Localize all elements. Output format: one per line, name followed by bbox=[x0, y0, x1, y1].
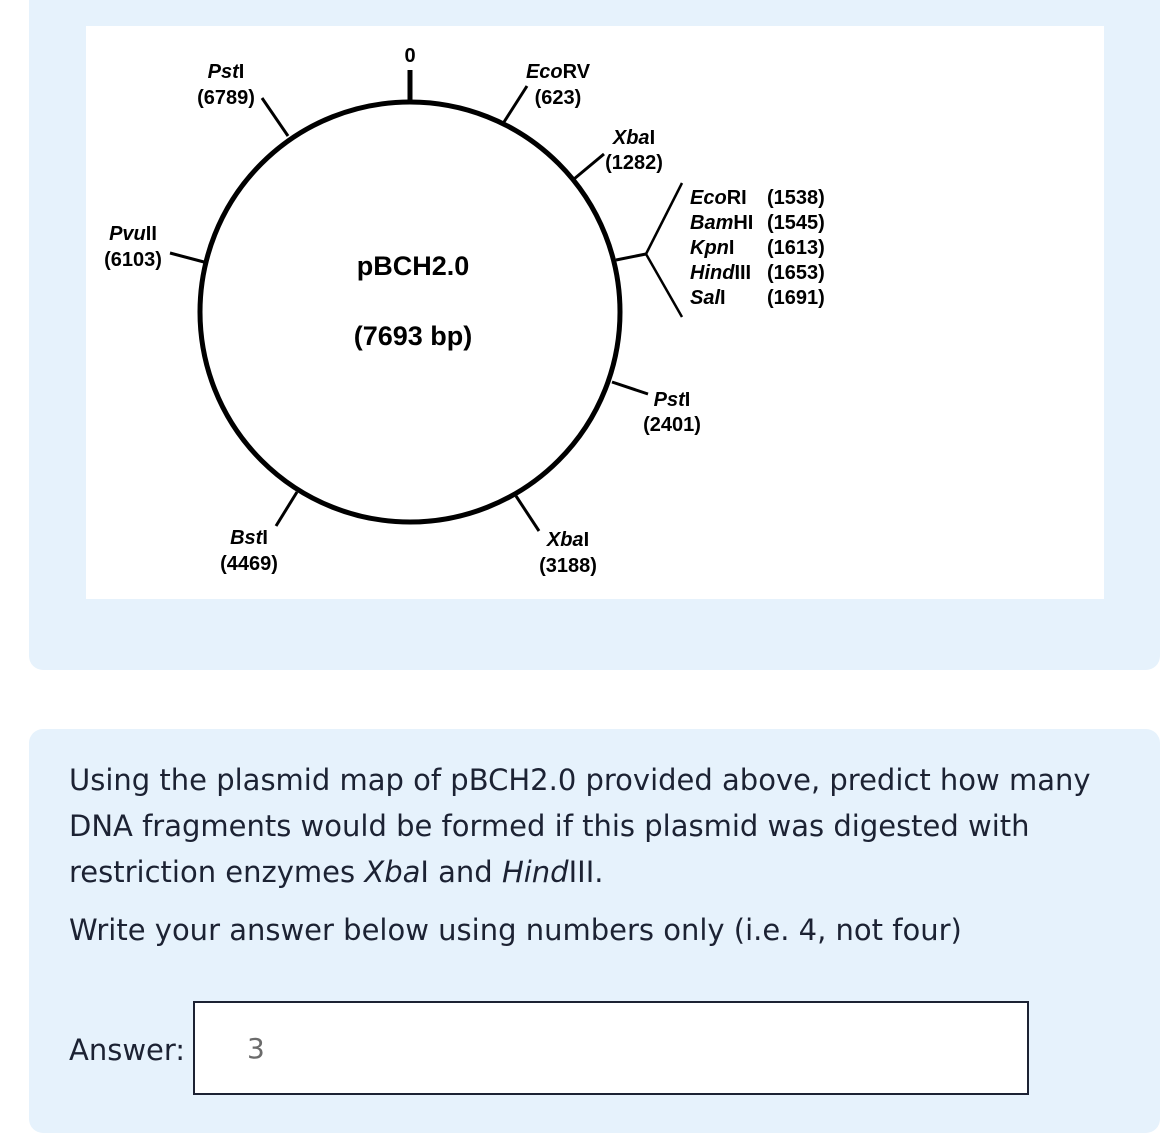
question-text-and: and bbox=[428, 855, 502, 889]
site-position-6103: (6103) bbox=[104, 249, 162, 271]
mcs-position-1538: (1538) bbox=[767, 187, 825, 209]
site-label-pvuii: PvuII bbox=[109, 223, 157, 245]
mcs-label-hindiii: HindIII bbox=[690, 262, 752, 284]
plasmid-map bbox=[86, 26, 1104, 599]
question-text-part1: Using the plasmid map of pBCH2.0 provided above, predict how many DNA fragments would be formed if this plasmid was digested with restriction enzymes bbox=[69, 763, 1091, 889]
site-tick-bsti-4469 bbox=[276, 492, 297, 526]
site-label-xbai-1282: XbaI bbox=[612, 127, 656, 149]
mcs-label-bamhi: BamHI bbox=[690, 212, 754, 234]
mcs-position-1691: (1691) bbox=[767, 287, 825, 309]
site-tick-xbai-3188 bbox=[516, 496, 539, 531]
site-label-xbai-3188: XbaI bbox=[546, 529, 590, 551]
answer-input[interactable] bbox=[193, 1001, 1029, 1095]
question-enzyme1-rest: I bbox=[420, 855, 429, 889]
answer-label: Answer: bbox=[69, 1033, 186, 1067]
plasmid-name: pBCH2.0 bbox=[356, 251, 470, 281]
site-label-ecorv: EcoRV bbox=[525, 61, 591, 83]
question-enzyme2-italic: Hind bbox=[501, 855, 569, 889]
site-label-psti-2401: PstI bbox=[653, 389, 691, 411]
question-enzyme1-italic: Xba bbox=[364, 855, 421, 889]
mcs-bracket-upper bbox=[646, 183, 682, 254]
mcs-tick bbox=[616, 254, 646, 260]
site-tick-xbai-1282 bbox=[574, 154, 604, 179]
plasmid-size: (7693 bp) bbox=[353, 321, 473, 351]
site-tick-psti-6789 bbox=[262, 98, 288, 136]
mcs-label-sali: SalI bbox=[690, 287, 726, 309]
site-tick-pvuii-6103 bbox=[170, 253, 204, 262]
site-position-4469: (4469) bbox=[220, 553, 278, 575]
question-card bbox=[29, 729, 1160, 1133]
site-position-623: (623) bbox=[534, 87, 582, 109]
site-position-1282: (1282) bbox=[605, 152, 663, 174]
mcs-label-kpni: KpnI bbox=[690, 237, 735, 259]
mcs-position-1613: (1613) bbox=[767, 237, 825, 259]
site-tick-psti-2401 bbox=[612, 382, 648, 394]
site-position-3188: (3188) bbox=[539, 555, 597, 577]
mcs-position-1653: (1653) bbox=[767, 262, 825, 284]
origin-label: 0 bbox=[404, 45, 416, 67]
mcs-bracket-lower bbox=[646, 254, 682, 317]
mcs-label-ecori: EcoRI bbox=[690, 187, 747, 209]
site-position-2401: (2401) bbox=[643, 414, 701, 436]
site-position-6789: (6789) bbox=[197, 87, 255, 109]
mcs-position-1545: (1545) bbox=[767, 212, 825, 234]
site-label-bsti: BstI bbox=[230, 527, 268, 549]
question-enzyme2-rest: III. bbox=[568, 855, 604, 889]
plasmid-circle bbox=[200, 102, 620, 522]
instruction-text: Write your answer below using numbers only (i.e. 4, not four) bbox=[69, 913, 962, 947]
site-tick-ecorv-623 bbox=[504, 86, 527, 122]
question-text bbox=[69, 757, 1129, 895]
plasmid-map-svg bbox=[86, 26, 1104, 599]
site-label-psti-6789: PstI bbox=[207, 61, 245, 83]
